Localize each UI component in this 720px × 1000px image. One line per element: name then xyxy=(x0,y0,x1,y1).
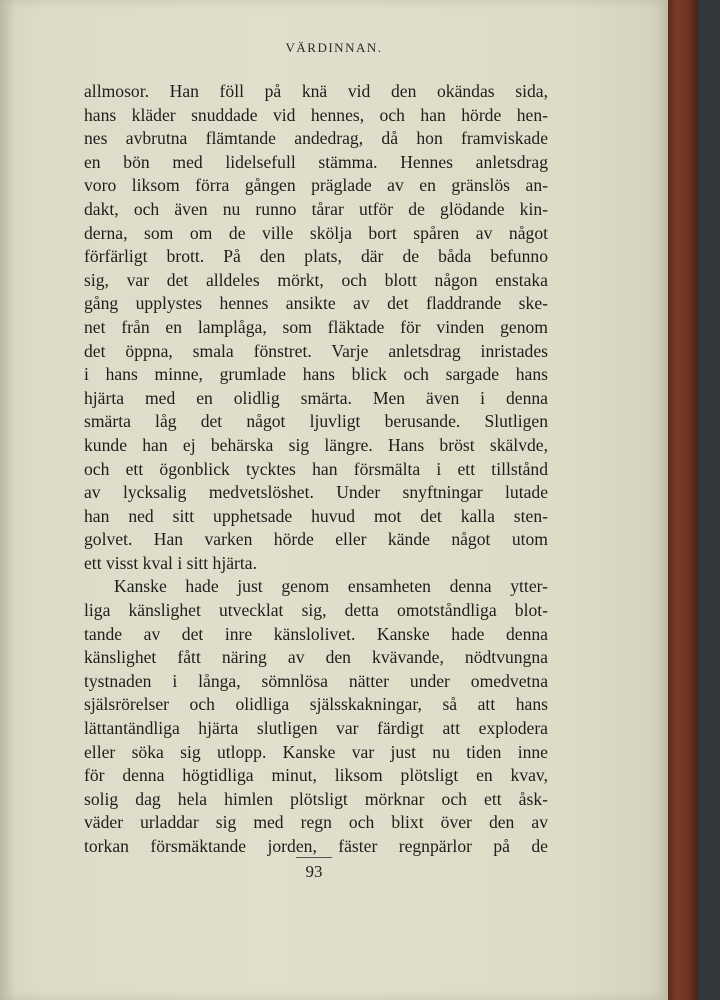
book-cover-edge xyxy=(668,0,698,1000)
text-line: nes avbrutna flämtande andedrag, då hon framviskade xyxy=(84,128,548,149)
paragraph xyxy=(84,575,548,858)
text-line: golvet. Han varken hörde eller kände något utom xyxy=(84,529,548,550)
text-line: allmosor. Han föll på knä vid den okändas sida, xyxy=(84,81,548,101)
text-line: derna, som om de ville skölja bort spåren av något xyxy=(84,222,548,243)
page-gutter-shadow xyxy=(0,0,14,1000)
page-number-rule xyxy=(296,857,332,858)
page-number: 93 xyxy=(305,862,323,881)
text-line: känslighet fått näring av den kvävande, nödtvungna xyxy=(84,647,548,668)
text-line: hjärta med en olidlig smärta. Men även i denna xyxy=(84,387,548,408)
text-line: tystnaden i långa, sömnlösa nätter under omedvetna xyxy=(84,670,548,691)
text-line: sig, var det alldeles mörkt, och blott någon enstaka xyxy=(84,269,548,290)
text-line: gång upplystes hennes ansikte av det fladdrande ske- xyxy=(84,293,548,314)
text-line: torkan försmäktande jorden, fäster regnpärlor på de xyxy=(84,836,548,856)
text-line: eller söka sig utlopp. Kanske var just nu tiden inne xyxy=(84,741,548,762)
text-line: för denna högtidliga minut, liksom plötsligt en kvav, xyxy=(84,765,548,786)
background-strip xyxy=(698,0,720,1000)
text-line: i hans minne, grumlade hans blick och sargade hans xyxy=(84,364,548,385)
text-line: net från en lamplåga, som fläktade för vinden genom xyxy=(84,316,548,337)
text-line: lättantändliga hjärta slutligen var färdigt att explodera xyxy=(84,718,548,739)
text-line: smärta låg det något ljuvligt berusande. Slutligen xyxy=(84,411,548,432)
text-line: kunde han ej behärska sig längre. Hans bröst skälvde, xyxy=(84,434,548,455)
text-line: väder urladdar sig med regn och blixt över den av xyxy=(84,812,548,833)
text-line: det öppna, smala fönstret. Varje anletsdrag inristades xyxy=(84,340,548,361)
text-line: förfärligt brott. På den plats, där de båda befunno xyxy=(84,246,548,267)
text-line: hans kläder snuddade vid hennes, och han hörde hen- xyxy=(84,104,548,125)
text-line: ett visst kval i sitt hjärta. xyxy=(84,552,257,573)
text-line: en bön med lidelsefull stämma. Hennes anletsdrag xyxy=(84,151,548,172)
text-line: dakt, och även nu runno tårar utför de glödande kin- xyxy=(84,198,548,219)
text-line: själsrörelser och olidliga själsskakningar, så att hans xyxy=(84,694,548,715)
body-text xyxy=(84,80,548,859)
running-head: VÄRDINNAN. xyxy=(285,40,383,55)
text-line: liga känslighet utvecklat sig, detta omotståndliga blot- xyxy=(84,600,548,621)
paragraph xyxy=(84,80,548,575)
text-line: han ned sitt upphetsade huvud mot det kalla sten- xyxy=(84,505,548,526)
text-line: och ett ögonblick tycktes han försmälta i ett tillstånd xyxy=(84,458,548,479)
text-line: av lycksalig medvetslöshet. Under snyftningar lutade xyxy=(84,482,548,503)
text-line: solig dag hela himlen plötsligt mörknar och ett åsk- xyxy=(84,788,548,809)
text-line: Kanske hade just genom ensamheten denna ytter- xyxy=(114,576,548,597)
text-line: voro liksom förra gången präglade av en gränslös an- xyxy=(84,175,548,196)
text-line: tande av det inre känslolivet. Kanske hade denna xyxy=(84,623,548,644)
